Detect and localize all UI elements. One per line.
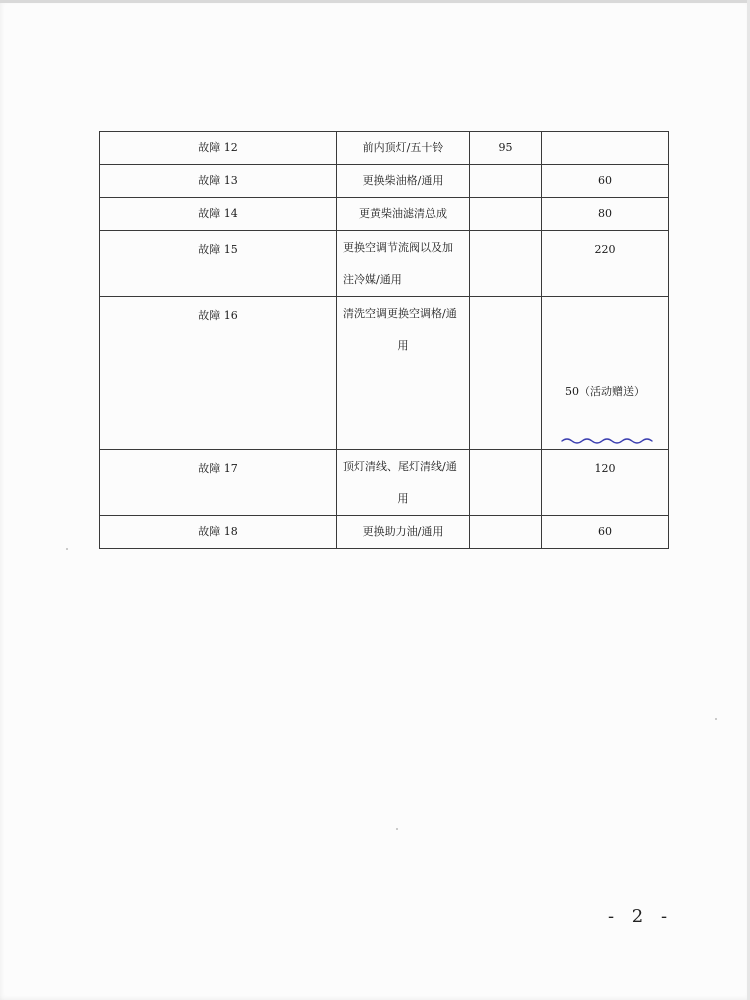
scan-speck [715,718,717,720]
item-label: 更换柴油格/通用 [362,174,444,187]
quantity-value: 95 [498,141,513,154]
scan-speck [66,548,68,550]
price-cell [542,132,669,165]
quantity-cell [470,132,542,165]
price-value: 120 [594,462,616,475]
price-value: 220 [594,243,616,256]
price-with-handwritten-underline [565,335,645,449]
item-label-line2: 注冷媒/通用 [343,273,402,286]
quantity-cell [470,450,542,516]
item-cell [337,231,470,297]
fault-label: 故障 17 [198,462,238,475]
item-label-line1: 更换空调节流阀以及加 [343,241,453,254]
price-value: 80 [598,207,612,220]
table-row [100,132,669,165]
table-row [100,297,669,450]
item-label: 前内顶灯/五十铃 [362,141,444,154]
fault-price-table [99,131,669,549]
price-cell [542,198,669,231]
table-row [100,450,669,516]
price-cell [542,231,669,297]
item-cell [337,297,470,450]
item-cell [337,132,470,165]
quantity-cell [470,165,542,198]
item-cell [337,165,470,198]
scan-top-edge [0,0,750,3]
fault-cell [100,231,337,297]
price-value: 50（活动赠送） [565,385,645,398]
fault-cell [100,198,337,231]
quantity-cell [470,516,542,549]
price-cell [542,450,669,516]
table-row [100,198,669,231]
fault-cell [100,297,337,450]
table-row [100,516,669,549]
table-row [100,231,669,297]
handwritten-wavy-underline [561,437,657,445]
price-value: 60 [598,174,612,187]
fault-label: 故障 15 [198,243,238,256]
item-label-line2: 用 [397,339,409,352]
item-label: 更黄柴油滤清总成 [359,207,447,220]
item-cell [337,516,470,549]
quantity-cell [470,231,542,297]
item-cell [337,450,470,516]
quantity-cell [470,198,542,231]
item-label-line1: 顶灯清线、尾灯清线/通 [343,460,457,473]
fault-label: 故障 18 [198,525,238,538]
page-number: - 2 - [608,906,674,927]
fault-label: 故障 12 [198,141,238,154]
fault-cell [100,132,337,165]
item-label-line1: 清洗空调更换空调格/通 [343,307,457,320]
fault-label: 故障 16 [198,309,238,322]
item-label: 更换助力油/通用 [362,525,444,538]
fault-label: 故障 13 [198,174,238,187]
fault-cell [100,165,337,198]
fault-cell [100,450,337,516]
price-cell [542,516,669,549]
fault-cell [100,516,337,549]
scan-speck [396,828,398,830]
price-cell [542,297,669,450]
price-value: 60 [598,525,612,538]
item-label-line2: 用 [397,492,409,505]
table-row [100,165,669,198]
item-cell [337,198,470,231]
fault-label: 故障 14 [198,207,238,220]
price-cell [542,165,669,198]
quantity-cell [470,297,542,450]
